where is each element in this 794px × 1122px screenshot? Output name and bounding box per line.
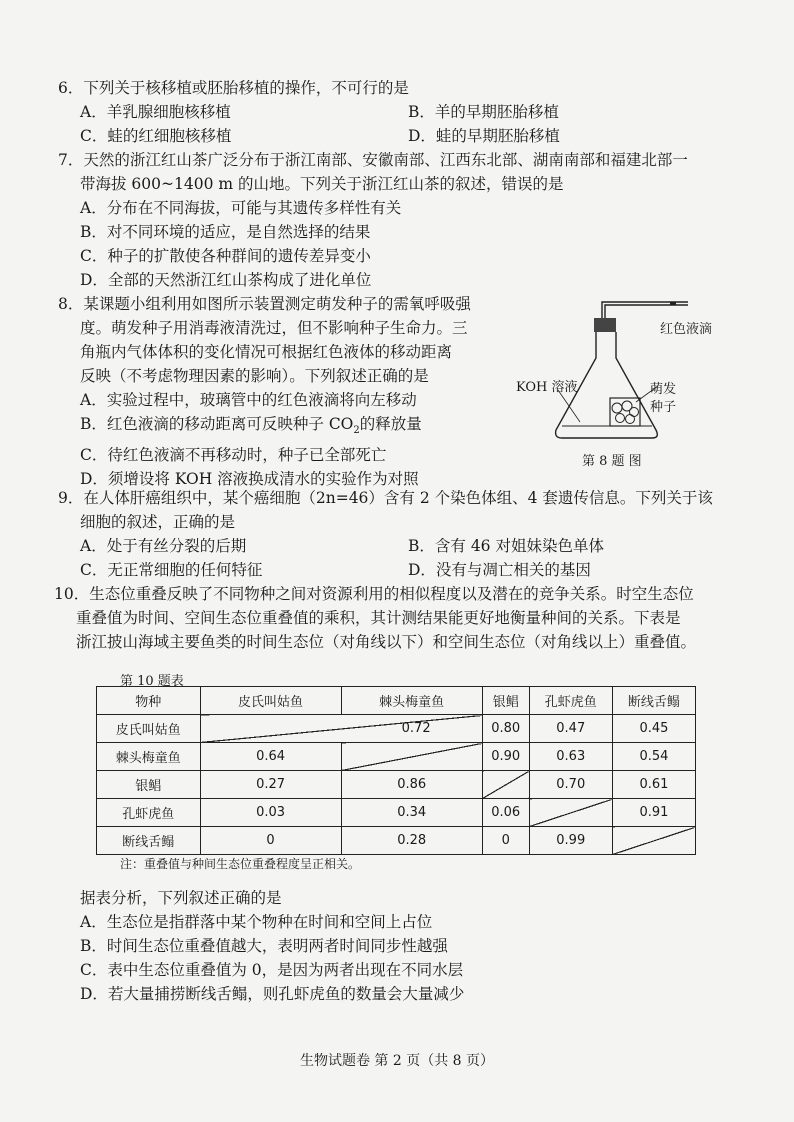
question-9-option-d: D．没有与凋亡相关的基因 [408, 561, 591, 579]
question-8-option-c: C．待红色液滴不再移动时，种子已全部死亡 [80, 446, 387, 465]
question-10-option-a: A．生态位是指群落中某个物种在时间和空间上占位 [80, 913, 433, 931]
table-cell: 0.90 [482, 743, 529, 771]
table-note: 注：重叠值与种间生态位重叠程度呈正相关。 [120, 857, 361, 871]
table-cell: 银鲳 [97, 771, 201, 799]
question-10-stem-line3: 浙江披山海域主要鱼类的时间生态位（对角线以下）和空间生态位（对角线以上）重叠值。 [76, 633, 697, 651]
question-6-option-d: D．蛙的早期胚胎移植 [408, 127, 560, 145]
question-9-option-c: C．无正常细胞的任何特征 [80, 561, 263, 579]
table-cell: 0.06 [482, 799, 529, 827]
question-7-option-a: A．分布在不同海拔，可能与其遗传多样性有关 [80, 199, 402, 217]
label-red-droplet: 红色液滴 [660, 322, 713, 337]
question-9-option-a: A．处于有丝分裂的后期 [80, 537, 247, 555]
table-header-cell: 皮氏叫姑鱼 [200, 687, 341, 715]
question-8-stem-line4: 反映（不考虑物理因素的影响）。下列叙述正确的是 [80, 367, 429, 385]
question-10-option-d: D．若大量捕捞断线舌鳎，则孔虾虎鱼的数量会大量减少 [80, 985, 465, 1003]
question-8-stem-line2: 度。萌发种子用消毒液清洗过，但不影响种子生命力。三 [80, 319, 468, 337]
table-cell: 0.70 [529, 771, 612, 799]
seed [630, 408, 639, 417]
table-cell: 0.47 [529, 715, 612, 743]
question-8-option-b [58, 412, 518, 443]
table-caption: 第 10 题表 [120, 674, 184, 689]
question-6-option-c: C．蛙的红细胞核移植 [80, 127, 232, 145]
question-10 [54, 582, 744, 654]
question-9-option-b: B．含有 46 对姐妹染色单体 [408, 537, 604, 555]
table-header-cell: 断线舌鳎 [612, 687, 695, 715]
niche-overlap-table [96, 686, 696, 855]
question-8-option-b-post: 的释放量 [359, 415, 422, 433]
seed [612, 403, 622, 413]
table-cell: 0 [482, 827, 529, 855]
question-8-option-d: D．须增设将 KOH 溶液换成清水的实验作为对照 [80, 470, 419, 489]
question-8 [58, 292, 518, 491]
question-7-stem-line2: 带海拔 600~1400 m 的山地。下列关于浙江红山茶的叙述，错误的是 [80, 175, 564, 193]
question-6-option-a: A．羊乳腺细胞核移植 [80, 103, 231, 121]
table-cell: 0.64 [200, 743, 341, 771]
question-7-option-b: B．对不同环境的适应，是自然选择的结果 [80, 223, 371, 241]
table-cell: 0.54 [612, 743, 695, 771]
question-10-stem-line1: 10．生态位重叠反映了不同物种之间对资源利用的相似程度以及潜在的竞争关系。时空生态位 [54, 585, 694, 603]
table-header-cell: 孔虾虎鱼 [529, 687, 612, 715]
question-10-lead: 据表分析，下列叙述正确的是 [80, 889, 282, 907]
table-cell: 0.61 [612, 771, 695, 799]
table-diagonal-cell [529, 799, 612, 827]
table-cell: 断线舌鳎 [97, 827, 201, 855]
question-8-option-b-pre: B．红色液滴的移动距离可反映种子 CO [80, 415, 354, 433]
seed [626, 415, 635, 424]
table-cell: 0.80 [482, 715, 529, 743]
table-cell: 0.03 [200, 799, 341, 827]
question-7 [58, 148, 738, 292]
question-10-option-c: C．表中生态位重叠值为 0，是因为两者出现在不同水层 [80, 961, 464, 979]
question-9 [58, 486, 738, 582]
question-6-stem: 6．下列关于核移植或胚胎移植的操作，不可行的是 [58, 79, 409, 97]
table-header-cell: 物种 [97, 687, 201, 715]
table-cell: 0 [200, 827, 341, 855]
question-7-option-d: D．全部的天然浙江红山茶构成了进化单位 [80, 271, 372, 289]
table-cell: 孔虾虎鱼 [97, 799, 201, 827]
question-8-option-a: A．实验过程中，玻璃管中的红色液滴将向左移动 [80, 391, 417, 409]
table-diagonal-cell [612, 827, 695, 855]
table-cell: 0.27 [200, 771, 341, 799]
question-9-stem-line2: 细胞的叙述，正确的是 [80, 513, 236, 531]
label-koh-solution: KOH 溶液 [516, 380, 578, 395]
question-7-option-c: C．种子的扩散使各种群间的遗传差异变小 [80, 247, 371, 265]
table-cell: 0.63 [529, 743, 612, 771]
table-header-row [97, 687, 696, 715]
question-7-stem-line1: 7．天然的浙江红山茶广泛分布于浙江南部、安徽南部、江西东北部、湖南南部和福建北部一 [58, 151, 688, 169]
table-diagonal-cell [341, 743, 482, 771]
table-cell: 0.45 [612, 715, 695, 743]
question-8-figure [510, 290, 750, 470]
question-8-stem-line1: 8．某课题小组利用如图所示装置测定萌发种子的需氧呼吸强 [58, 295, 471, 313]
table-cell: 0.99 [529, 827, 612, 855]
question-10-stem-line2: 重叠值为时间、空间生态位重叠值的乘积，其计测结果能更好地衡量种间的关系。下表是 [76, 609, 681, 627]
question-10-option-b: B．时间生态位重叠值越大，表明两者时间同步性越强 [80, 937, 448, 955]
table-header-cell: 银鲳 [482, 687, 529, 715]
table-cell: 0.72 [401, 721, 431, 736]
table-diagonal-cell [200, 715, 482, 743]
question-8-stem-line3: 角瓶内气体体积的变化情况可根据红色液体的移动距离 [80, 343, 453, 361]
table-row [97, 743, 696, 771]
figure-caption: 第 8 题 图 [582, 454, 642, 469]
table-row [97, 827, 696, 855]
question-8-option-b-sub: 2 [353, 425, 360, 437]
seed [616, 414, 625, 423]
table-cell: 0.91 [612, 799, 695, 827]
question-6 [58, 76, 738, 148]
question-9-stem-line1: 9．在人体肝癌组织中，某个癌细胞（2n=46）含有 2 个染色体组、4 套遗传信息。下列关于该 [58, 489, 713, 507]
table-cell: 0.28 [341, 827, 482, 855]
question-6-option-b: B．羊的早期胚胎移植 [408, 103, 559, 121]
table-cell: 棘头梅童鱼 [97, 743, 201, 771]
red-droplet [670, 302, 676, 305]
table-header-cell: 棘头梅童鱼 [341, 687, 482, 715]
rubber-stopper [594, 318, 616, 332]
page-footer: 生物试题卷 第 2 页（共 8 页） [299, 1053, 495, 1069]
label-seeds-line2: 种子 [650, 400, 677, 415]
table-diagonal-cell [482, 771, 529, 799]
table-cell: 0.86 [341, 771, 482, 799]
table-cell: 皮氏叫姑鱼 [97, 715, 201, 743]
question-10-options [80, 886, 740, 1006]
table-row [97, 799, 696, 827]
table-row [97, 715, 696, 743]
label-seeds-line1: 萌发 [650, 382, 677, 397]
table-row [97, 771, 696, 799]
table-cell: 0.34 [341, 799, 482, 827]
